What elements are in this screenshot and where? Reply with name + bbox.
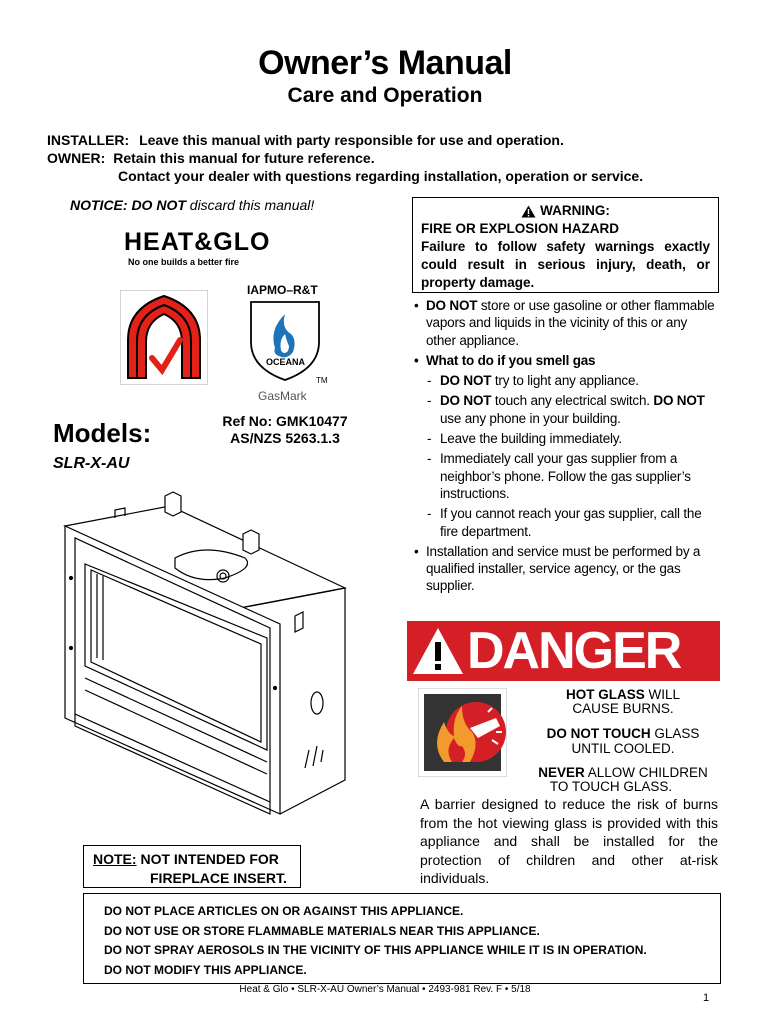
bottom-notice: DO NOT USE OR STORE FLAMMABLE MATERIALS NEAR THIS APPLIANCE.: [104, 923, 540, 938]
bullet-gas-smell: • What to do if you smell gas: [412, 352, 718, 369]
gasmark-shield-icon: [245, 298, 325, 382]
sub-item: [412, 392, 718, 427]
danger-banner: [407, 621, 720, 681]
warning-triangle-icon: [521, 205, 536, 218]
danger-line-1: [508, 687, 738, 702]
bullet-bold: DO NOT: [426, 298, 478, 313]
note-box: [83, 845, 301, 888]
danger-line-3: [508, 726, 738, 741]
sub-item: [412, 372, 718, 389]
warning-body: Failure to follow safety warnings exactly could result in serious injury, death, or property damage.: [421, 239, 710, 290]
barrier-text: A barrier designed to reduce the risk of burns from the hot viewing glass is provided with this appliance and shall be installed for the protection of children and other at-risk individuals.: [420, 796, 718, 886]
danger-bold: HOT GLASS: [565, 687, 645, 702]
danger-triangle-icon: [411, 625, 465, 677]
bullet-text: store or use gasoline or other flammable vapors and liquids in the vicinity of this or any other appliance.: [426, 298, 715, 348]
agency-logo-icon: [120, 290, 208, 385]
model-number: SLR-X-AU: [53, 455, 130, 472]
bullet-item: [412, 297, 718, 349]
danger-line-2: CAUSE BURNS.: [572, 701, 674, 716]
danger-word: DANGER: [467, 622, 681, 680]
warning-title: WARNING:: [540, 203, 610, 218]
safety-bullets: [412, 297, 718, 598]
notice-bold: NOTICE: DO NOT: [70, 197, 186, 213]
bullet-item: • Installation and service must be performed by a qualified installer, service agency, or the gas supplier.: [412, 543, 718, 595]
owner-instruction: [47, 149, 375, 167]
danger-line-4: UNTIL COOLED.: [571, 741, 675, 756]
models-label: Models:: [53, 418, 152, 448]
notice-rest: discard this manual!: [185, 197, 315, 213]
page-subtitle: Care and Operation: [287, 84, 483, 107]
bottom-notice-box: [83, 893, 721, 984]
sub-item: - Immediately call your gas supplier from a neighbor’s phone. Follow the gas supplier’s instructions.: [412, 450, 718, 502]
sub-text: try to light any appliance.: [491, 373, 639, 389]
sub-text: use any phone in your building.: [440, 410, 621, 426]
note-label: NOTE:: [93, 851, 137, 867]
page-number: 1: [703, 992, 710, 1004]
danger-text: WILL: [644, 687, 681, 702]
oceana-label: OCEANA: [265, 357, 305, 367]
danger-text: GLASS: [650, 726, 700, 741]
sub-bold: DO NOT: [440, 373, 492, 389]
note-line-1: NOT INTENDED FOR: [136, 851, 279, 867]
owner-text-2: Contact your dealer with questions regarding installation, operation or service.: [118, 168, 644, 184]
bottom-notice: DO NOT SPRAY AEROSOLS IN THE VICINITY OF THIS APPLIANCE WHILE IT IS IN OPERATION.: [104, 943, 647, 957]
iapmo-label: IAPMO–R&T: [247, 283, 318, 297]
danger-bold: NEVER: [538, 765, 585, 780]
installer-text: Leave this manual with party responsible for use and operation.: [139, 132, 564, 148]
ref-number: Ref No: GMK10477: [222, 413, 348, 429]
danger-bold: DO NOT TOUCH: [546, 726, 651, 741]
notice-line: [70, 197, 314, 213]
fireplace-drawing-icon: [55, 488, 355, 828]
gasmark-label: GasMark: [258, 389, 307, 403]
danger-line-5: [508, 765, 738, 780]
danger-line-6: TO TOUCH GLASS.: [549, 779, 673, 794]
warning-box: [412, 197, 719, 293]
note-line-2: FIREPLACE INSERT.: [150, 870, 287, 886]
bottom-notice: DO NOT PLACE ARTICLES ON OR AGAINST THIS APPLIANCE.: [104, 904, 464, 918]
sub-bold: DO NOT: [653, 393, 705, 409]
danger-text: ALLOW CHILDREN: [584, 765, 708, 780]
brand-tagline: No one builds a better fire: [128, 257, 240, 267]
trademark-mark: TM: [316, 376, 328, 385]
bottom-notice: DO NOT MODIFY THIS APPLIANCE.: [104, 962, 307, 977]
owner-label: OWNER:: [47, 150, 106, 166]
installer-label: INSTALLER:: [47, 132, 130, 148]
standard-number: AS/NZS 5263.1.3: [230, 430, 340, 446]
sub-bold: DO NOT: [440, 393, 492, 409]
sub-item: - Leave the building immediately.: [412, 430, 718, 447]
page-title: Owner’s Manual: [258, 44, 512, 82]
brand-logo: HEAT&GLO: [124, 228, 271, 256]
owner-text: Retain this manual for future reference.: [113, 150, 375, 166]
installer-instruction: [47, 131, 564, 149]
sub-text: touch any electrical switch.: [491, 393, 654, 409]
hot-glass-icon: [418, 688, 507, 777]
sub-item: - If you cannot reach your gas supplier, call the fire department.: [412, 505, 718, 540]
footer-text: Heat & Glo • SLR-X-AU Owner’s Manual • 2493-981 Rev. F • 5/18: [239, 984, 531, 995]
warning-hazard: FIRE OR EXPLOSION HAZARD: [421, 221, 620, 236]
